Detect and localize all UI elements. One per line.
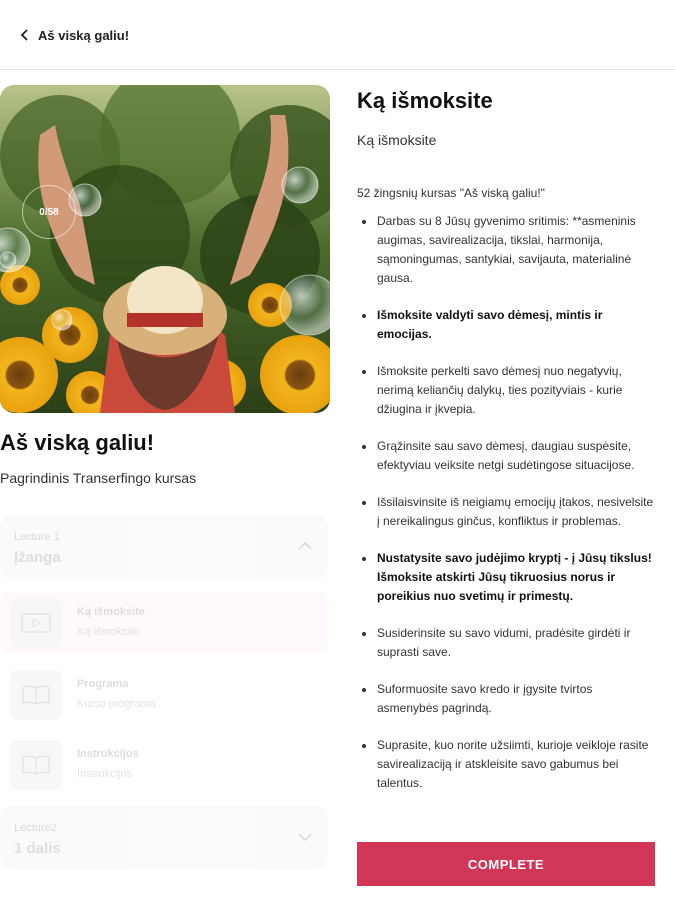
hero-photo [0,85,330,413]
lesson-heading: Ką išmoksite [357,88,493,113]
top-bar [0,0,675,70]
course-title: Aš viską galiu! [0,430,155,455]
list-item: Darbas su 8 Jūsų gyvenimo sritimis: **asmeninis augimas, savirealizacija, tikslai, harmonija, sąmoningumas, santykiai, savijauta, materialinė gausa. [357,212,657,288]
lesson-item[interactable] [0,664,328,726]
complete-button[interactable]: COMPLETE [357,842,655,886]
video-icon [21,613,51,633]
list-item: Išmoksite valdyti savo dėmesį, mintis ir emocijas. [357,306,657,344]
course-panel [0,85,330,413]
list-item: Susiderinsite su savo vidumi, pradėsite girdėti ir suprasti save. [357,624,657,662]
lesson-title: Programa [77,678,129,690]
course-subtitle: Pagrindinis Transerfingo kursas [0,470,197,486]
list-item: Išsilaisvinsite iš neigiamų emocijų įtakos, nesivelsite į nereikalingus ginčus, konfliktus ir problemas. [357,493,657,531]
header-title: Aš viską galiu! [38,28,130,43]
back-button[interactable] [14,24,36,46]
lesson-thumbnail [10,740,62,790]
progress-indicator [22,185,76,239]
lesson-item[interactable] [0,592,328,654]
chevron-left-icon [19,29,31,41]
list-item: Nustatysite savo judėjimo kryptį - į Jūsų tikslus! Išmoksite atskirti Jūsų tikruosius norus ir poreikius nuo svetimų ir primestų. [357,549,657,606]
lecture-label: Lecture2 [14,822,57,834]
learning-outcomes-list [357,212,657,793]
lesson-thumbnail [10,598,62,648]
lecture-1-header[interactable] [0,515,328,579]
lesson-thumbnail [10,670,62,720]
progress-text: 0/58 [39,206,59,218]
lesson-subtitle: Kurso programa [77,698,156,710]
list-item: Grąžinsite sau savo dėmesį, daugiau suspėsite, efektyviau veiksite netgi sudėtingose situacijose. [357,437,657,475]
lesson-subheading: Ką išmoksite [357,132,437,148]
course-hero-image [0,85,330,413]
lesson-title: Ką išmoksite [77,606,145,618]
book-icon [21,755,51,775]
lesson-title: Instrukcijos [77,748,139,760]
lecture-name: Įžanga [14,549,61,566]
list-item: Suformuosite savo kredo ir įgysite tvirtos asmenybės pagrindą. [357,680,657,718]
chevron-up-icon [298,541,312,551]
list-item: Suprasite, kuo norite užsiimti, kurioje veikloje rasite savirealizaciją ir atskleisite savo gabumus bei talentus. [357,736,657,793]
lesson-subtitle: Instrukcijos [77,768,133,780]
book-icon [21,685,51,705]
lecture-2-header[interactable] [0,806,328,870]
lesson-intro: 52 žingsnių kursas "Aš viską galiu!" [357,186,545,200]
lesson-item[interactable] [0,734,328,796]
lecture-name: 1 dalis [14,840,61,857]
lesson-content-scroll[interactable] [357,212,657,827]
lecture-label: Lecture 1 [14,531,60,543]
list-item: Išmoksite perkelti savo dėmesį nuo negatyvių, nerimą keliančių dalykų, ties pozityviais - kurie džiugina ir įkvepia. [357,362,657,419]
lesson-subtitle: Ką išmoksite [77,626,140,638]
chevron-down-icon [298,832,312,842]
